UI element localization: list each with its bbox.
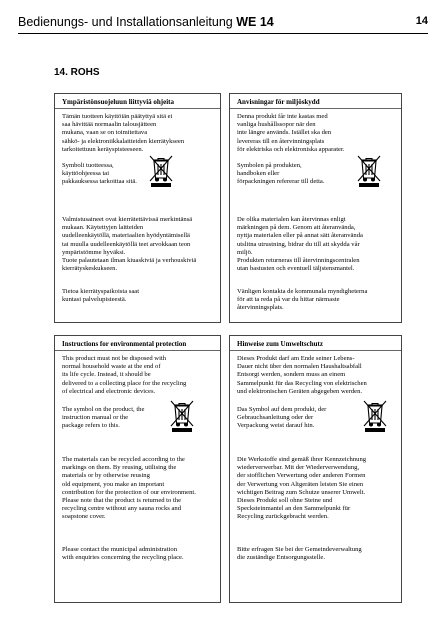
notice-box-fi <box>54 93 221 323</box>
section-title: 14. ROHS <box>54 67 100 78</box>
title-divider <box>55 350 220 351</box>
title-divider <box>55 108 220 109</box>
notice-title: Hinweise zum Umweltschutz <box>237 340 323 348</box>
notice-title: Anvisningar för miljöskydd <box>237 98 320 106</box>
symbol-paragraph: The symbol on the product, the instruction manual or the package refers to this. <box>62 406 145 430</box>
recycling-paragraph: Valmistusaineet ovat kierrätettävissä merkintänsä mukaan. Käytettyjen laitteiden uudelleenkäytöllä, materiaalien hyödyntämisellä tai muulla uudelleenkäytöllä teet arvokkaan teon ympäristömme hyväksi. Tuote palautetaan ilman kiuaskiviä ja verhouskiviä kierrätyskeskukseen. <box>62 216 197 273</box>
recycling-paragraph: Die Werkstoffe sind gemäß ihrer Kennzeichnung wiederverwerbar. Mit der Wiederverwendung, der stofflichen Verwertung oder anderen Formen der Verwertung von Altgeräten leisten Sie einen wichtigen Beitrag zum Schutze unserer Umwelt. Dieses Produkt soll ohne Steine und Specksteinmantel an den Sammelpunkt für Recycling zurückgebracht werden. <box>237 456 367 521</box>
title-divider <box>230 350 401 351</box>
title-divider <box>230 108 401 109</box>
symbol-paragraph: Symboli tuotteessa, käyttöohjeessa tai pakkauksessa tarkoittaa sitä. <box>62 162 137 186</box>
recycling-paragraph: The materials can be recycled according to the markings on them. By reusing, utilising the materials or by otherwise reusing old equipment, you make an important contribution for the protection of our environment. Please note that the product is returned to the recycling centre without any sauna rocks and soapstone cover. <box>62 456 196 521</box>
disposal-paragraph: Denna produkt får inte kastas med vanliga hushållssopor när den inte längre används. Istället ska den levereras till en återvinningsplats för elektriska och elektroniska apparater. <box>237 113 345 153</box>
header-rule <box>18 33 428 34</box>
symbol-paragraph: Das Symbol auf dem produkt, der Gebrauchsanleitung oder der Verpackung weist darauf hin. <box>237 406 327 430</box>
notice-box-de <box>229 335 402 603</box>
notice-title: Ympäristönsuojeluun liittyviä ohjeita <box>62 98 175 106</box>
symbol-paragraph: Symbolen på produkten, handboken eller förpackningen refererar till detta. <box>237 162 325 186</box>
weee-bin-icon <box>169 399 195 433</box>
disposal-paragraph: This product must not be disposed with normal household waste at the end of its life cycle. Instead, it should be delivered to a collecting place for the recycling of electrical and electronic devices. <box>62 355 187 395</box>
weee-bin-icon <box>356 154 382 188</box>
page-number: 14 <box>415 15 428 27</box>
contact-paragraph: Vänligen kontakta de kommunala myndigheterna för att ta reda på var du hittar närmaste återvinningsplats. <box>237 288 368 312</box>
weee-bin-icon <box>362 399 388 433</box>
recycling-paragraph: De olika materialen kan återvinnas enligt märkningen på dem. Genom att återanvända, nyttja materialen eller på annat sätt återanvända utslitna utrustning, bidrar du till att skydda vår miljö. Produkten returneras till återvinningscentralen utan bastusten och eventuell täljstensmantel. <box>237 216 363 273</box>
contact-paragraph: Bitte erfragen Sie bei der Gemeindeverwaltung die zuständige Entsorgungsstelle. <box>237 546 362 562</box>
page-header <box>18 12 428 32</box>
contact-paragraph: Please contact the municipal administration with enquiries concerning the recycling place. <box>62 546 184 562</box>
notice-box-en <box>54 335 221 603</box>
document-title: Bedienungs- und Installationsanleitung WE 14 <box>18 15 274 29</box>
weee-bin-icon <box>148 154 174 188</box>
disposal-paragraph: Tämän tuotteen käyttöiän päätyttyä sitä ei saa hävittää normaalin talousjätteen mukana, vaan se on toimitettava sähkö- ja elektroniikkalaitteiden kierrätykseen tarkoitettuun keräyspisteeseen. <box>62 113 185 153</box>
contact-paragraph: Tietoa kierrätyspaikoista saat kuntasi palvelupisteestä. <box>62 288 140 304</box>
disposal-paragraph: Dieses Produkt darf am Ende seiner Lebens- Dauer nicht über den normalen Haushaltsabfall Entsorgt werden, sondern muss an einem Sammelpunkt für das Recycling von elektrischen und elektronischen Geräten abgegeben werden. <box>237 355 367 395</box>
notice-title: Instructions for environmental protection <box>62 340 187 348</box>
notice-box-sv <box>229 93 402 323</box>
